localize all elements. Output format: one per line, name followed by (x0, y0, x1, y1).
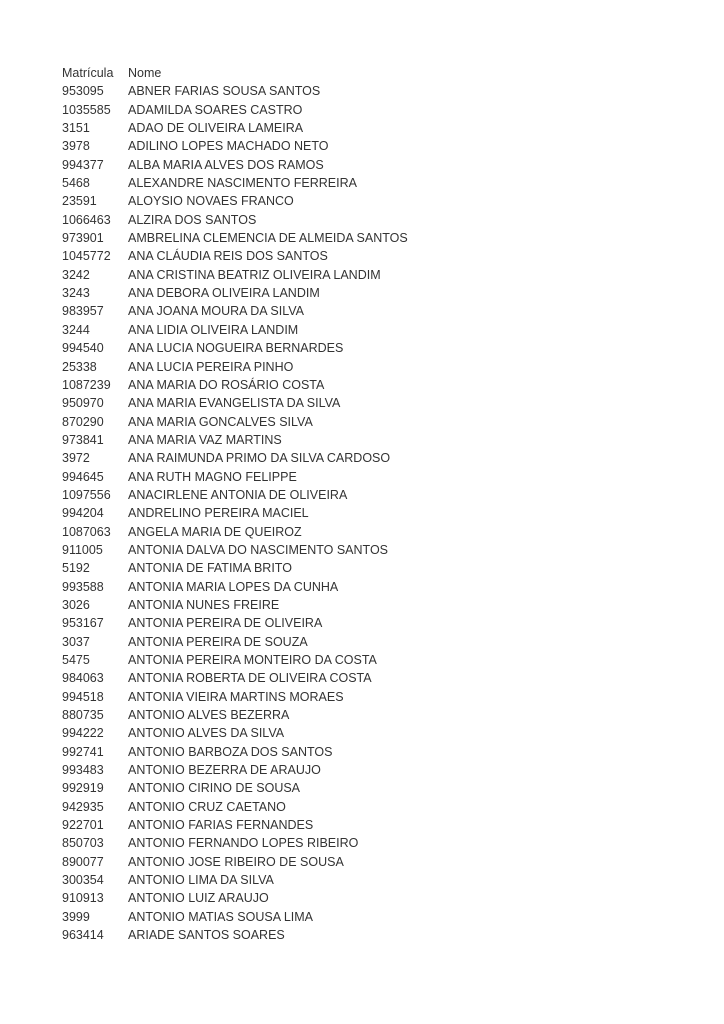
nome-cell: ANTONIO LIMA DA SILVA (128, 873, 274, 888)
table-row (62, 449, 704, 467)
table-row (62, 853, 704, 871)
table-row (62, 541, 704, 559)
matricula-cell: 1097556 (62, 487, 111, 502)
table-row (62, 376, 704, 394)
column-header-matricula: Matrícula (62, 66, 114, 80)
table-row (62, 247, 704, 265)
table-row (62, 394, 704, 412)
nome-cell: ADILINO LOPES MACHADO NETO (128, 139, 329, 154)
matricula-cell: 994645 (62, 469, 104, 484)
nome-cell: ANTONIO JOSE RIBEIRO DE SOUSA (128, 854, 344, 869)
table-row (62, 174, 704, 192)
nome-cell: ANGELA MARIA DE QUEIROZ (128, 524, 302, 539)
table-row (62, 302, 704, 320)
table-row (62, 816, 704, 834)
table-row (62, 559, 704, 577)
table-row (62, 101, 704, 119)
nome-cell: ALEXANDRE NASCIMENTO FERREIRA (128, 176, 357, 191)
matricula-cell: 3243 (62, 286, 90, 301)
table-row (62, 669, 704, 687)
nome-cell: ANA MARIA DO ROSÁRIO COSTA (128, 377, 325, 392)
table-body (62, 82, 704, 944)
table-row (62, 413, 704, 431)
table-row (62, 358, 704, 376)
nome-cell: ANTONIO FARIAS FERNANDES (128, 818, 314, 833)
table-row (62, 504, 704, 522)
nome-cell: ANA LUCIA PEREIRA PINHO (128, 359, 294, 374)
table-row (62, 339, 704, 357)
matricula-cell: 880735 (62, 708, 104, 723)
nome-cell: ANTONIA ROBERTA DE OLIVEIRA COSTA (128, 671, 372, 686)
nome-cell: ALBA MARIA ALVES DOS RAMOS (128, 157, 324, 172)
matricula-cell: 994518 (62, 689, 104, 704)
matricula-cell: 1045772 (62, 249, 111, 264)
matricula-cell: 973901 (62, 231, 104, 246)
nome-cell: ANTONIA PEREIRA DE OLIVEIRA (128, 616, 323, 631)
nome-cell: ARIADE SANTOS SOARES (128, 928, 285, 943)
nome-cell: ANA MARIA EVANGELISTA DA SILVA (128, 396, 341, 411)
matricula-cell: 300354 (62, 873, 104, 888)
nome-cell: ANTONIA NUNES FREIRE (128, 597, 280, 612)
nome-cell: ADAMILDA SOARES CASTRO (128, 102, 303, 117)
nome-cell: ABNER FARIAS SOUSA SANTOS (128, 84, 321, 99)
matricula-cell: 5192 (62, 561, 90, 576)
matricula-cell: 973841 (62, 432, 104, 447)
matricula-cell: 3242 (62, 267, 90, 282)
matricula-cell: 993483 (62, 763, 104, 778)
nome-cell: ANTONIO FERNANDO LOPES RIBEIRO (128, 836, 359, 851)
matricula-cell: 953167 (62, 616, 104, 631)
matricula-cell: 3978 (62, 139, 90, 154)
table-row (62, 578, 704, 596)
matricula-cell: 984063 (62, 671, 104, 686)
nome-cell: ANTONIO BEZERRA DE ARAUJO (128, 763, 321, 778)
nome-cell: ANTONIO ALVES DA SILVA (128, 726, 285, 741)
matricula-cell: 994377 (62, 157, 104, 172)
nome-cell: ANACIRLENE ANTONIA DE OLIVEIRA (128, 487, 348, 502)
table-row (62, 156, 704, 174)
matricula-cell: 3972 (62, 451, 90, 466)
matricula-cell: 942935 (62, 799, 104, 814)
table-row (62, 82, 704, 100)
matricula-cell: 3026 (62, 597, 90, 612)
table-header (62, 64, 704, 82)
nome-cell: ANA DEBORA OLIVEIRA LANDIM (128, 286, 320, 301)
nome-cell: ALZIRA DOS SANTOS (128, 212, 257, 227)
nome-cell: ANA CLÁUDIA REIS DOS SANTOS (128, 249, 328, 264)
matricula-cell: 5475 (62, 653, 90, 667)
nome-cell: ANA RAIMUNDA PRIMO DA SILVA CARDOSO (128, 451, 391, 466)
table-row (62, 523, 704, 541)
table-row (62, 798, 704, 816)
nome-cell: ALOYSIO NOVAES FRANCO (128, 194, 294, 209)
matricula-cell: 1087239 (62, 377, 111, 392)
table-row (62, 724, 704, 742)
matricula-cell: 3244 (62, 322, 90, 337)
matricula-cell: 983957 (62, 304, 104, 319)
table-row (62, 211, 704, 229)
nome-cell: ANA LUCIA NOGUEIRA BERNARDES (128, 341, 344, 356)
nome-cell: AMBRELINA CLEMENCIA DE ALMEIDA SANTOS (128, 231, 408, 246)
matricula-cell: 890077 (62, 854, 104, 869)
table-row (62, 321, 704, 339)
nome-cell: ANA MARIA VAZ MARTINS (128, 432, 282, 447)
table-row (62, 743, 704, 761)
nome-cell: ANTONIO BARBOZA DOS SANTOS (128, 744, 333, 759)
nome-cell: ANTONIO LUIZ ARAUJO (128, 891, 269, 906)
table-row (62, 486, 704, 504)
matricula-cell: 911005 (62, 542, 103, 557)
table-row (62, 651, 704, 669)
matricula-cell: 1066463 (62, 212, 111, 227)
table-row (62, 192, 704, 210)
nome-cell: ANTONIA PEREIRA DE SOUZA (128, 634, 308, 649)
matricula-cell: 950970 (62, 396, 104, 411)
nome-cell: ANTONIA MARIA LOPES DA CUNHA (128, 579, 339, 594)
matricula-cell: 910913 (62, 891, 104, 906)
matricula-cell: 25338 (62, 359, 97, 374)
table-row (62, 706, 704, 724)
table-row (62, 614, 704, 632)
table-row (62, 284, 704, 302)
table-row (62, 119, 704, 137)
nome-cell: ANA MARIA GONCALVES SILVA (128, 414, 313, 429)
nome-cell: ANA LIDIA OLIVEIRA LANDIM (128, 322, 299, 337)
table-row (62, 834, 704, 852)
nome-cell: ANTONIA PEREIRA MONTEIRO DA COSTA (128, 653, 377, 667)
matricula-cell: 963414 (62, 928, 104, 943)
matricula-cell: 5468 (62, 176, 90, 191)
matricula-cell: 23591 (62, 194, 97, 209)
nome-cell: ANTONIA DE FATIMA BRITO (128, 561, 292, 576)
table-row (62, 229, 704, 247)
matricula-cell: 3037 (62, 634, 90, 649)
table-row (62, 761, 704, 779)
nome-cell: ANTONIA VIEIRA MARTINS MORAES (128, 689, 344, 704)
matricula-cell: 992919 (62, 781, 104, 796)
nome-cell: ADAO DE OLIVEIRA LAMEIRA (128, 121, 304, 136)
roster-list (62, 64, 704, 945)
table-row (62, 468, 704, 486)
table-row (62, 596, 704, 614)
matricula-cell: 922701 (62, 818, 104, 833)
table-row (62, 431, 704, 449)
matricula-cell: 994222 (62, 726, 104, 741)
table-row (62, 779, 704, 797)
matricula-cell: 953095 (62, 84, 104, 99)
nome-cell: ANDRELINO PEREIRA MACIEL (128, 506, 309, 521)
column-header-nome: Nome (128, 66, 162, 80)
matricula-cell: 850703 (62, 836, 104, 851)
table-row (62, 137, 704, 155)
matricula-cell: 994204 (62, 506, 104, 521)
matricula-cell: 992741 (62, 744, 104, 759)
table-row (62, 889, 704, 907)
matricula-cell: 3999 (62, 909, 90, 924)
nome-cell: ANA RUTH MAGNO FELIPPE (128, 469, 297, 484)
matricula-cell: 1087063 (62, 524, 111, 539)
table-row (62, 926, 704, 944)
nome-cell: ANTONIA DALVA DO NASCIMENTO SANTOS (128, 542, 389, 557)
matricula-cell: 3151 (62, 121, 90, 136)
table-row (62, 908, 704, 926)
table-row (62, 266, 704, 284)
table-row (62, 871, 704, 889)
matricula-cell: 870290 (62, 414, 104, 429)
matricula-cell: 993588 (62, 579, 104, 594)
nome-cell: ANTONIO ALVES BEZERRA (128, 708, 290, 723)
matricula-cell: 994540 (62, 341, 104, 356)
matricula-cell: 1035585 (62, 102, 111, 117)
table-row (62, 688, 704, 706)
table-row (62, 633, 704, 651)
nome-cell: ANTONIO MATIAS SOUSA LIMA (128, 909, 313, 924)
nome-cell: ANTONIO CIRINO DE SOUSA (128, 781, 301, 796)
nome-cell: ANA CRISTINA BEATRIZ OLIVEIRA LANDIM (128, 267, 381, 282)
nome-cell: ANA JOANA MOURA DA SILVA (128, 304, 304, 319)
nome-cell: ANTONIO CRUZ CAETANO (128, 799, 286, 814)
